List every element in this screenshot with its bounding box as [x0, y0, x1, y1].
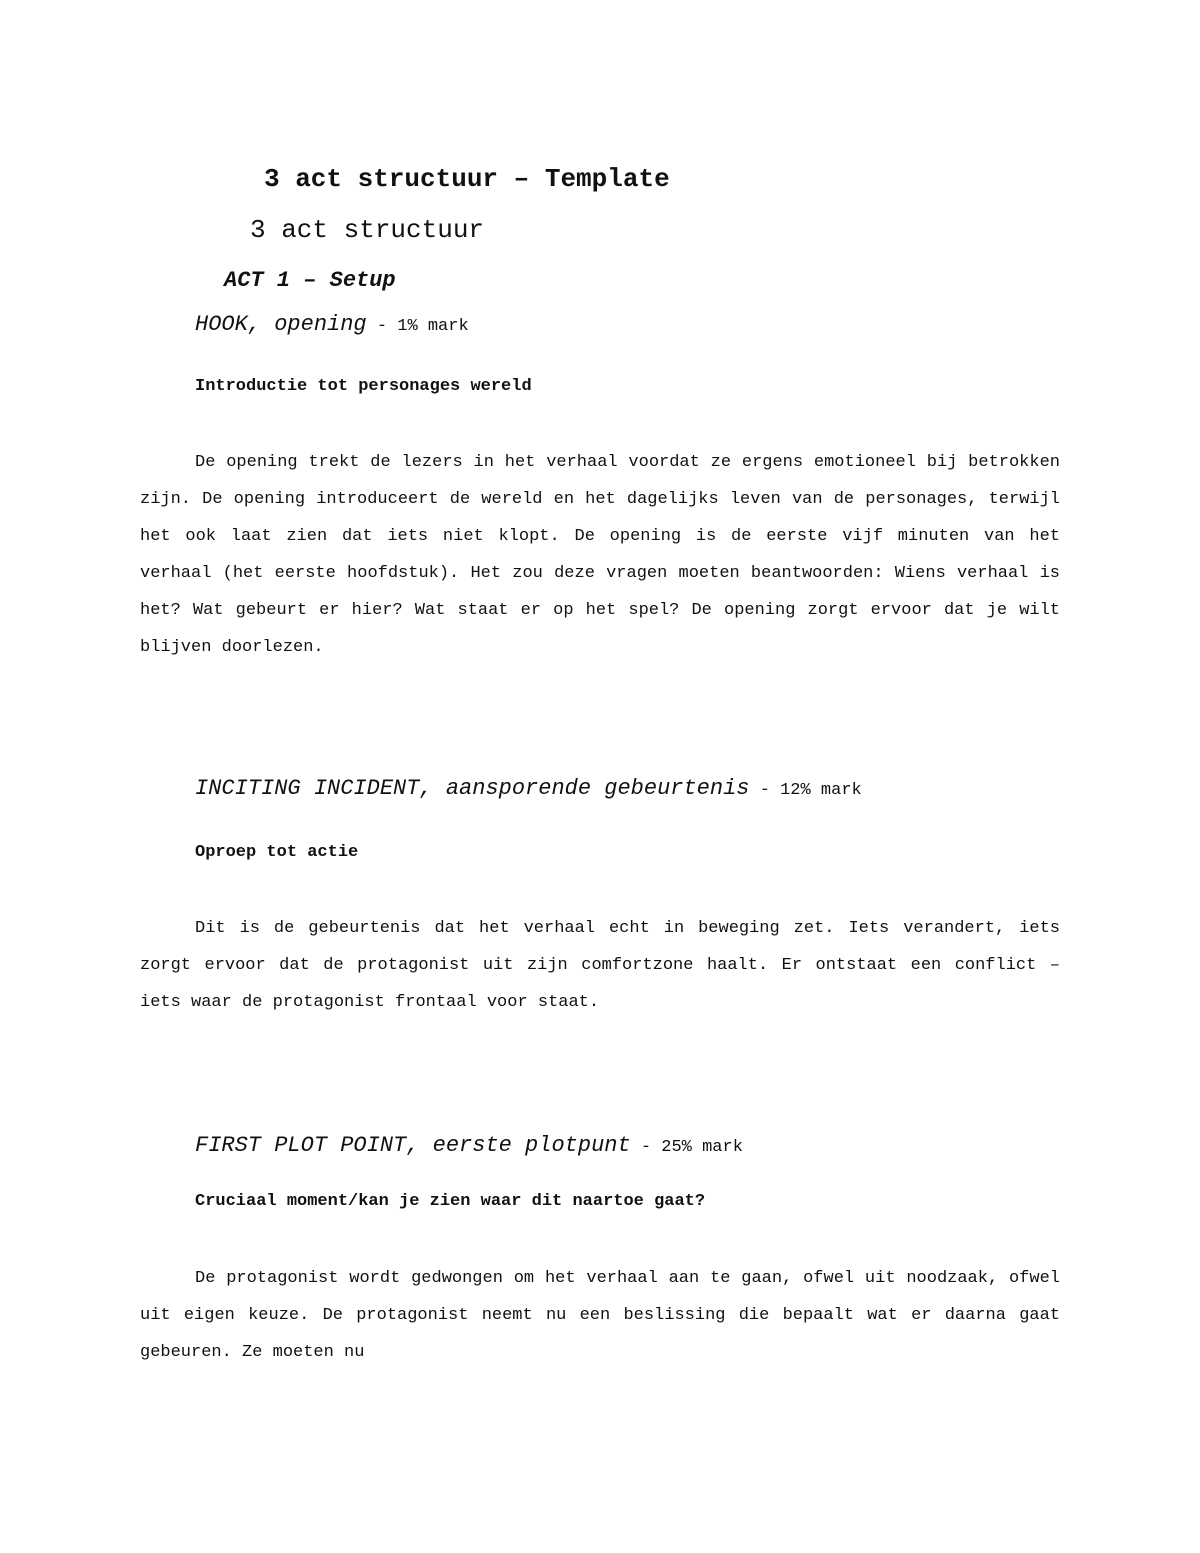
section-mark: - 12% mark [749, 781, 862, 800]
section-subheading-hook: Introductie tot personages wereld [195, 377, 532, 396]
section-heading-hook [195, 310, 469, 342]
section-body-inciting-incident: Dit is de gebeurtenis dat het verhaal echt in beweging zet. Iets verandert, iets zorgt ervoor dat de protagonist uit zijn comfortzone haalt. Er ontstaat een conflict – iets waar de protagonist frontaal voor staat. [140, 919, 1060, 1012]
section-heading-inciting-incident [195, 774, 862, 806]
document-title: 3 act structuur – Template [264, 164, 670, 194]
section-body-hook: De opening trekt de lezers in het verhaal voordat ze ergens emotioneel bij betrokken zijn. De opening introduceert de wereld en het dagelijks leven van de personages, terwijl het ook laat zien dat iets niet klopt. De opening is de eerste vijf minuten van het verhaal (het eerste hoofdstuk). Het zou deze vragen moeten beantwoorden: Wiens verhaal is het? Wat gebeurt er hier? Wat staat er op het spel? De opening zorgt ervoor dat je wilt blijven doorlezen. [140, 453, 1060, 657]
section-title: FIRST PLOT POINT, eerste plotpunt [195, 1133, 631, 1158]
section-subheading-first-plot-point: Cruciaal moment/kan je zien waar dit naartoe gaat? [195, 1192, 706, 1211]
section-subheading-inciting-incident: Oproep tot actie [195, 843, 359, 862]
section-body-first-plot-point: De protagonist wordt gedwongen om het verhaal aan te gaan, ofwel uit noodzaak, ofwel uit eigen keuze. De protagonist neemt nu een beslissing die bepaalt wat er daarna gaat gebeuren. Ze moeten nu [140, 1269, 1060, 1362]
section-heading-first-plot-point [195, 1131, 743, 1163]
section-mark: - 25% mark [630, 1138, 743, 1157]
act-heading: ACT 1 – Setup [224, 268, 396, 293]
section-mark: - 1% mark [366, 317, 469, 336]
section-title: INCITING INCIDENT, aansporende gebeurtenis [195, 776, 750, 801]
document-subtitle: 3 act structuur [250, 215, 485, 245]
section-title: HOOK, opening [195, 312, 367, 337]
